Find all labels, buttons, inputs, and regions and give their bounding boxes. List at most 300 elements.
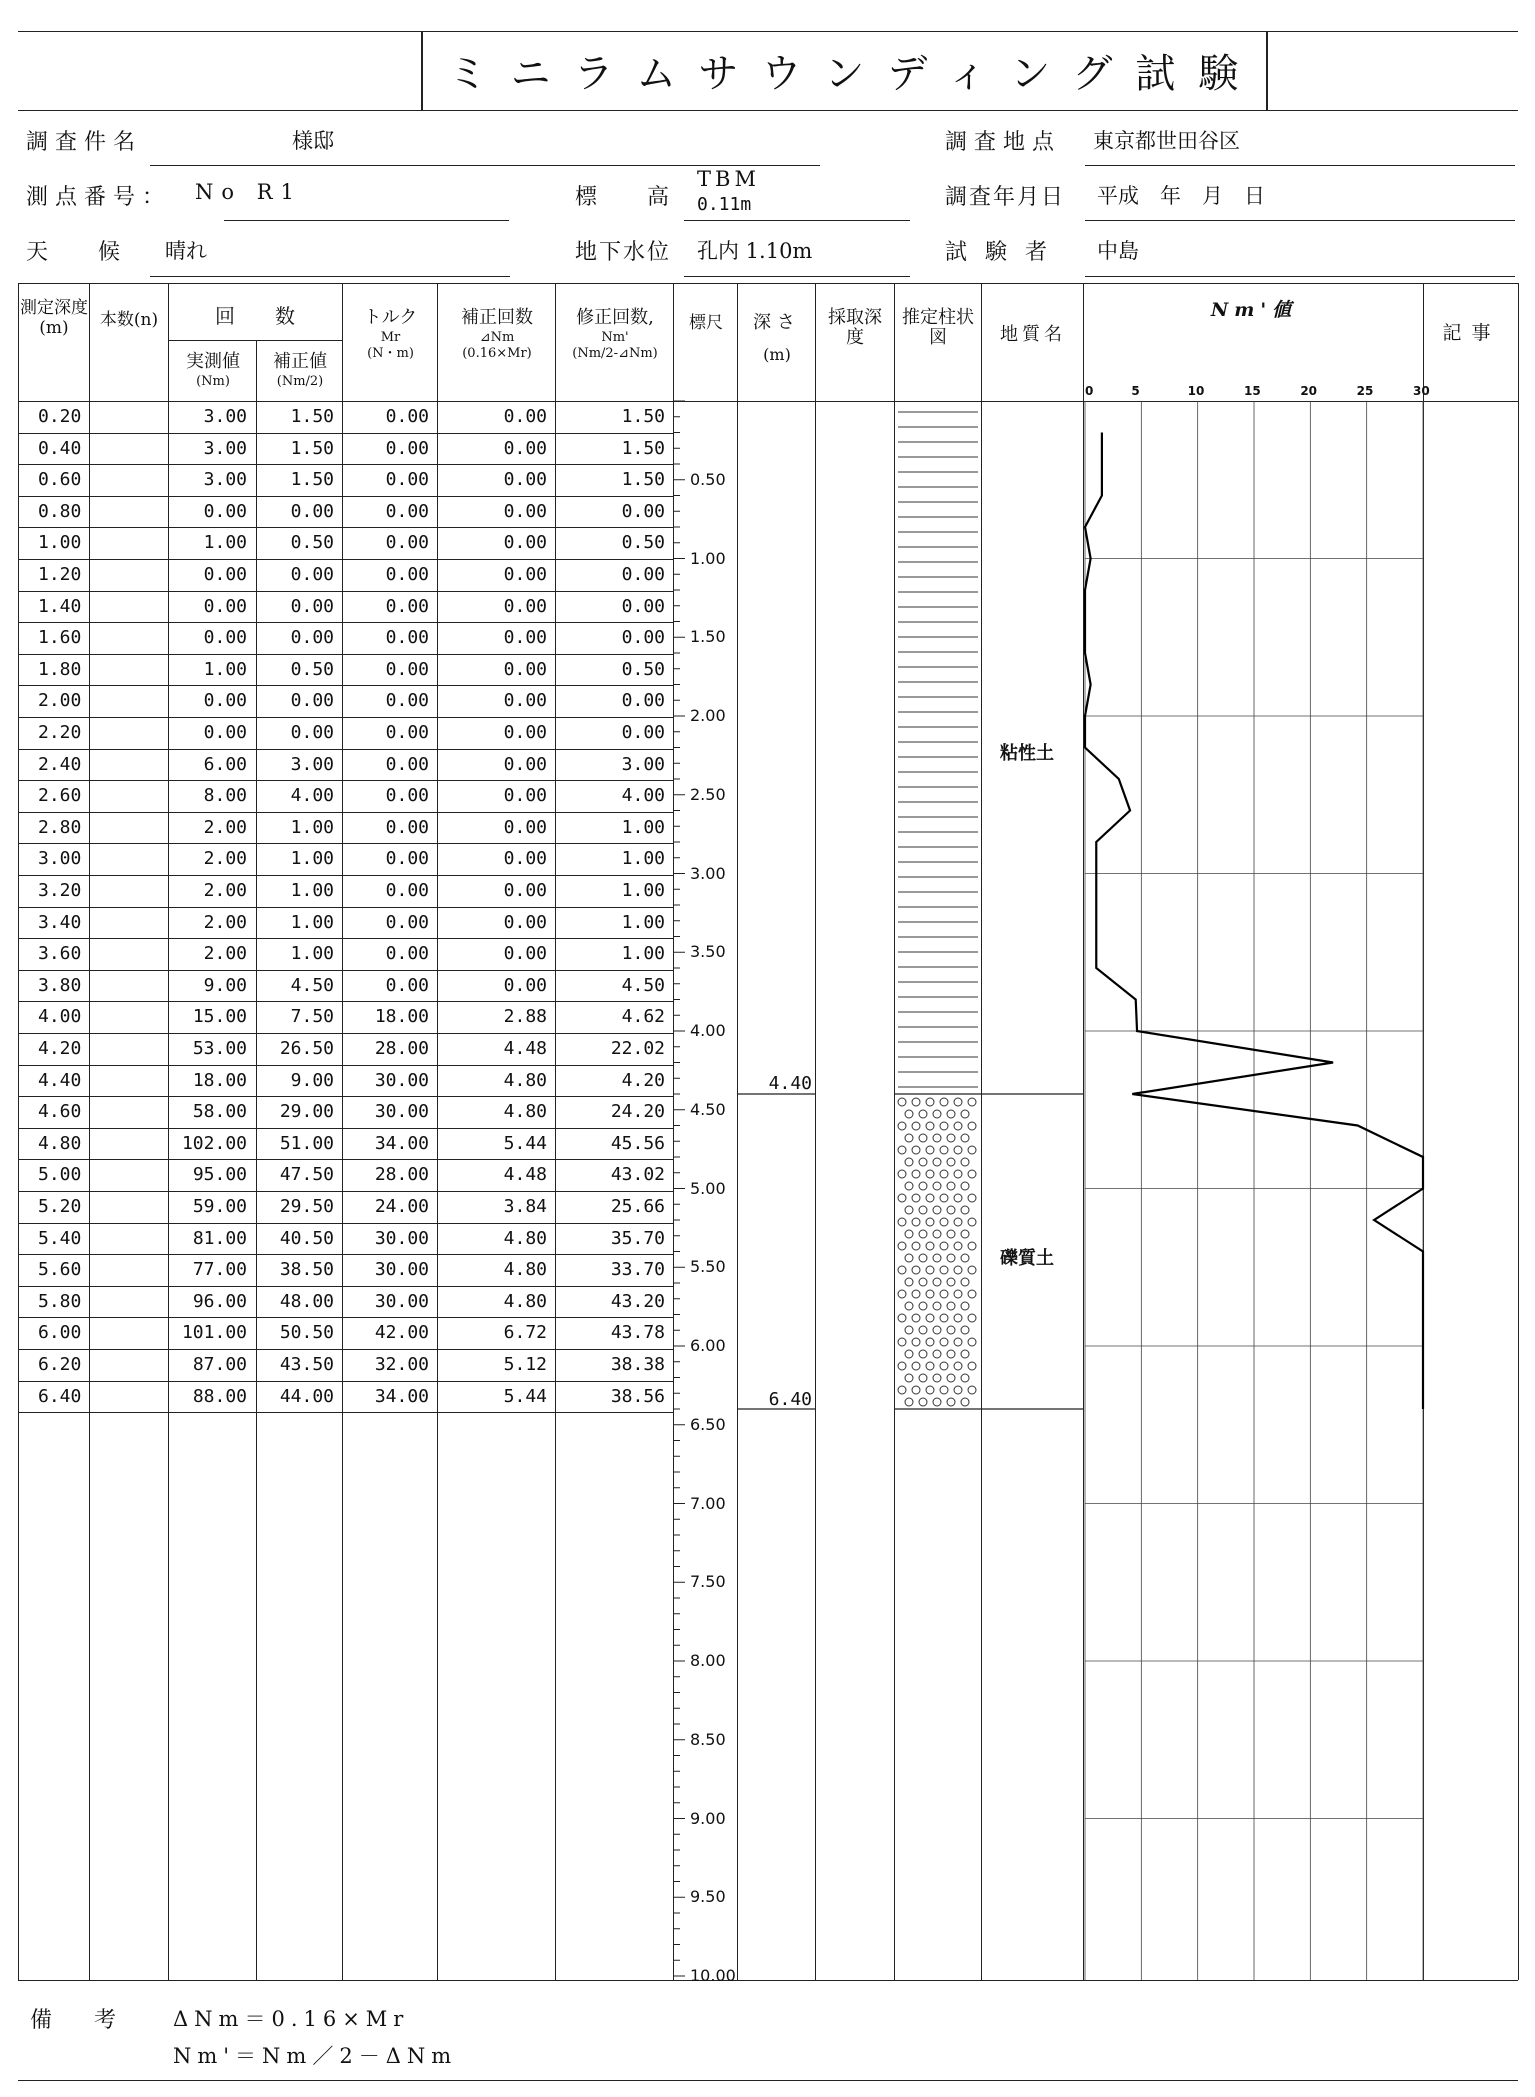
gravel-mark: [905, 1398, 913, 1406]
gravel-mark: [961, 1302, 969, 1310]
cell-measured: 77.00: [192, 1259, 247, 1281]
layer-depth-1: 4.40: [768, 1073, 812, 1094]
gravel-mark: [961, 1158, 969, 1166]
gravel-mark: [940, 1242, 948, 1250]
cell-torque: 0.00: [385, 595, 429, 617]
cell-mod-count: 0.00: [621, 595, 665, 617]
cell-depth: 3.80: [38, 974, 82, 996]
scale-label: 5.50: [690, 1257, 726, 1277]
cell-depth: 5.00: [38, 1164, 82, 1186]
cell-corrected: 1.50: [290, 437, 334, 459]
cell-mod-count: 4.20: [621, 1069, 665, 1091]
scale-label: 8.00: [690, 1651, 726, 1670]
gravel-mark: [968, 1242, 976, 1250]
nm-tick-label: 15: [1244, 384, 1261, 398]
cell-torque: 30.00: [374, 1227, 429, 1249]
gravel-mark: [898, 1386, 906, 1394]
cell-measured: 18.00: [192, 1069, 247, 1091]
cell-corr-count: 4.80: [503, 1259, 547, 1281]
gravel-mark: [919, 1182, 927, 1190]
cell-mod-count: 0.00: [621, 722, 665, 743]
cell-torque: 0.00: [385, 943, 429, 965]
cell-torque: 28.00: [374, 1164, 429, 1186]
cell-torque: 0.00: [385, 627, 429, 649]
cell-measured: 2.00: [203, 880, 247, 901]
gravel-mark: [919, 1158, 927, 1166]
soil-gravel: 礫質土: [1000, 1248, 1054, 1269]
elevation-label: 標 高: [575, 185, 672, 210]
gravel-mark: [898, 1362, 906, 1370]
gravel-mark: [961, 1374, 969, 1382]
scale-label: 6.50: [690, 1414, 726, 1434]
gravel-mark: [912, 1314, 920, 1322]
cell-corr-count: 4.80: [503, 1227, 547, 1249]
header-sample: 採取深度: [828, 307, 882, 348]
gravel-mark: [940, 1290, 948, 1298]
nm-chart-grid: [1085, 401, 1423, 1980]
gravel-mark: [926, 1266, 934, 1274]
cell-depth: 1.80: [38, 658, 82, 680]
gravel-mark: [954, 1362, 962, 1370]
gravel-mark: [947, 1182, 955, 1190]
gravel-mark: [912, 1362, 920, 1370]
cell-corrected: 9.00: [290, 1069, 334, 1091]
cell-measured: 15.00: [192, 1006, 247, 1028]
gravel-mark: [905, 1110, 913, 1118]
gravel-mark: [905, 1206, 913, 1214]
cell-corr-count: 0.00: [503, 753, 547, 775]
scale-label: 6.00: [690, 1336, 726, 1355]
scale-label: 2.50: [690, 784, 726, 804]
gravel-mark: [919, 1398, 927, 1406]
gravel-mark: [954, 1314, 962, 1322]
gravel-mark: [961, 1182, 969, 1190]
cell-mod-count: 43.02: [610, 1164, 665, 1186]
header-mod-count: 修正回数,: [576, 307, 654, 328]
cell-depth: 3.20: [38, 880, 82, 901]
cell-depth: 5.20: [38, 1196, 82, 1217]
cell-measured: 9.00: [203, 974, 247, 996]
cell-mod-count: 4.62: [621, 1006, 665, 1028]
gravel-mark: [912, 1338, 920, 1346]
cell-measured: 2.00: [203, 943, 247, 965]
gravel-mark: [926, 1098, 934, 1106]
gravel-mark: [898, 1290, 906, 1298]
cell-mod-count: 1.50: [621, 406, 665, 427]
header-corr-count-formula: (0.16×Mr): [462, 346, 532, 361]
cell-corr-count: 4.80: [503, 1290, 547, 1312]
cell-torque: 30.00: [374, 1101, 429, 1123]
gravel-mark: [968, 1146, 976, 1154]
gravel-mark: [968, 1098, 976, 1106]
cell-corrected: 26.50: [279, 1038, 334, 1059]
cell-corrected: 48.00: [279, 1290, 334, 1312]
gravel-mark: [905, 1350, 913, 1358]
cell-mod-count: 0.00: [621, 627, 665, 649]
gravel-mark: [912, 1146, 920, 1154]
header-geology: 地質名: [1000, 324, 1066, 345]
cell-corrected: 1.50: [290, 406, 334, 427]
cell-mod-count: 38.38: [610, 1354, 665, 1375]
layer-depth-2: 6.40: [768, 1389, 812, 1410]
cell-corrected: 0.00: [290, 627, 334, 649]
scale-label: 5.00: [690, 1178, 726, 1198]
gravel-mark: [926, 1338, 934, 1346]
cell-corr-count: 4.48: [503, 1164, 547, 1186]
gravel-mark: [940, 1218, 948, 1226]
gravel-mark: [940, 1266, 948, 1274]
scale-label: 8.50: [690, 1729, 726, 1749]
scale-label: 7.00: [690, 1493, 726, 1513]
gravel-mark: [919, 1374, 927, 1382]
gravel-mark: [919, 1278, 927, 1286]
cell-torque: 0.00: [385, 722, 429, 743]
cell-corrected: 40.50: [279, 1227, 334, 1249]
cell-corrected: 0.00: [290, 595, 334, 617]
cell-corrected: 51.00: [279, 1132, 334, 1154]
gravel-mark: [898, 1146, 906, 1154]
gravel-mark: [933, 1350, 941, 1358]
gravel-mark: [961, 1134, 969, 1142]
scale-label: 3.50: [690, 942, 726, 962]
cell-depth: 2.20: [38, 722, 82, 743]
remarks-line-1: ΔNm＝0.16×Mr: [173, 2007, 410, 2031]
cell-mod-count: 45.56: [610, 1132, 665, 1154]
cell-corrected: 1.00: [290, 943, 334, 965]
gravel-mark: [940, 1146, 948, 1154]
cell-measured: 96.00: [192, 1290, 247, 1312]
cell-corr-count: 0.00: [503, 437, 547, 459]
cell-depth: 5.60: [38, 1259, 82, 1281]
gravel-mark: [961, 1350, 969, 1358]
gravel-mark: [919, 1326, 927, 1334]
scale-label: 3.00: [690, 863, 726, 883]
gravel-mark: [961, 1230, 969, 1238]
header-corr-count-sym: ⊿Nm: [479, 330, 515, 345]
cell-measured: 3.00: [203, 406, 247, 427]
cell-mod-count: 0.50: [621, 658, 665, 680]
cell-depth: 6.40: [38, 1385, 82, 1407]
gravel-mark: [905, 1230, 913, 1238]
cell-corrected: 43.50: [279, 1354, 334, 1375]
cell-torque: 28.00: [374, 1038, 429, 1059]
gravel-mark: [947, 1230, 955, 1238]
gravel-mark: [905, 1302, 913, 1310]
cell-torque: 24.00: [374, 1196, 429, 1217]
cell-torque: 0.00: [385, 880, 429, 901]
gravel-mark: [912, 1218, 920, 1226]
gravel-mark: [905, 1158, 913, 1166]
gravel-mark: [898, 1266, 906, 1274]
header-mod-count-sym: Nm': [601, 330, 629, 345]
gravel-mark: [926, 1146, 934, 1154]
cell-torque: 0.00: [385, 911, 429, 933]
gravel-mark: [961, 1326, 969, 1334]
gravel-mark: [940, 1098, 948, 1106]
header-count: 本数(n): [99, 310, 159, 330]
cell-torque: 0.00: [385, 816, 429, 838]
cell-corrected: 1.00: [290, 816, 334, 838]
cell-mod-count: 25.66: [610, 1196, 665, 1217]
cell-corrected: 7.50: [290, 1006, 334, 1028]
cell-torque: 30.00: [374, 1259, 429, 1281]
gravel-mark: [898, 1314, 906, 1322]
cell-mod-count: 3.00: [621, 753, 665, 775]
cell-measured: 3.00: [203, 437, 247, 459]
survey-name-value: 様邸: [292, 129, 334, 153]
tester-value: 中島: [1097, 239, 1139, 263]
gravel-mark: [940, 1386, 948, 1394]
cell-torque: 0.00: [385, 437, 429, 459]
gravel-mark: [912, 1386, 920, 1394]
gravel-mark: [919, 1254, 927, 1262]
cell-corrected: 0.00: [290, 722, 334, 743]
gravel-mark: [933, 1230, 941, 1238]
cell-depth: 4.40: [38, 1069, 82, 1091]
cell-corrected: 1.00: [290, 848, 334, 870]
scale-ticks: [673, 401, 685, 1976]
cell-depth: 4.00: [38, 1006, 82, 1028]
remarks-label: 備 考: [30, 2008, 127, 2033]
nm-tick-label: 20: [1300, 384, 1318, 398]
header-nm-value: Nm'値: [1210, 299, 1298, 321]
cell-corr-count: 0.00: [503, 722, 547, 743]
cell-corrected: 50.50: [279, 1322, 334, 1344]
gravel-mark: [961, 1254, 969, 1262]
gravel-mark: [933, 1134, 941, 1142]
cell-measured: 2.00: [203, 816, 247, 838]
scale-label: 9.50: [690, 1887, 726, 1907]
header-torque-sym: Mr: [380, 330, 401, 345]
cell-torque: 0.00: [385, 785, 429, 807]
cell-corrected: 38.50: [279, 1259, 334, 1281]
cell-mod-count: 1.00: [621, 880, 665, 901]
gravel-mark: [968, 1338, 976, 1346]
elevation-value-1: TBM: [697, 167, 760, 191]
cell-corrected: 3.00: [290, 753, 334, 775]
header-mod-count-formula: (Nm/2-⊿Nm): [572, 346, 658, 361]
cell-depth: 2.60: [38, 785, 82, 807]
gravel-mark: [926, 1122, 934, 1130]
survey-name-label: 調査件名: [26, 130, 143, 155]
cell-measured: 0.00: [203, 500, 247, 522]
cell-corrected: 0.50: [290, 658, 334, 680]
cell-depth: 3.60: [38, 943, 82, 965]
cell-corrected: 29.50: [279, 1196, 334, 1217]
cell-measured: 1.00: [203, 532, 247, 554]
scale-label: 10.00: [690, 1966, 736, 1985]
groundwater-value: 孔内 1.10m: [697, 239, 813, 263]
point-label: 測点番号：: [26, 185, 172, 210]
gravel-mark: [940, 1194, 948, 1202]
gravel-mark: [940, 1314, 948, 1322]
weather-value: 晴れ: [165, 239, 207, 263]
location-label: 調査地点: [945, 130, 1062, 155]
cell-depth: 6.20: [38, 1354, 82, 1375]
gravel-mark: [940, 1362, 948, 1370]
cell-measured: 53.00: [192, 1038, 247, 1059]
cell-mod-count: 4.50: [621, 974, 665, 996]
cell-torque: 0.00: [385, 469, 429, 491]
cell-mod-count: 1.50: [621, 469, 665, 491]
cell-torque: 18.00: [374, 1006, 429, 1028]
cell-corr-count: 6.72: [503, 1322, 547, 1344]
gravel-mark: [961, 1278, 969, 1286]
gravel-mark: [926, 1290, 934, 1298]
cell-torque: 0.00: [385, 532, 429, 554]
gravel-mark: [947, 1374, 955, 1382]
cell-depth: 1.00: [38, 532, 82, 554]
cell-mod-count: 24.20: [610, 1101, 665, 1123]
header-column: 推定柱状図: [902, 307, 974, 348]
gravel-mark: [926, 1386, 934, 1394]
cell-corrected: 29.00: [279, 1101, 334, 1123]
cell-corr-count: 5.44: [503, 1385, 547, 1407]
cell-measured: 87.00: [192, 1354, 247, 1375]
header-torque: トルク: [363, 307, 418, 328]
gravel-mark: [947, 1254, 955, 1262]
gravel-mark: [968, 1362, 976, 1370]
gravel-mark: [961, 1110, 969, 1118]
scale-label: 0.50: [690, 469, 726, 489]
cell-measured: 3.00: [203, 469, 247, 491]
cell-corr-count: 0.00: [503, 469, 547, 491]
cell-corr-count: 5.12: [503, 1354, 547, 1375]
cell-corr-count: 0.00: [503, 595, 547, 617]
cell-corr-count: 0.00: [503, 974, 547, 996]
cell-corr-count: 4.80: [503, 1069, 547, 1091]
cell-mod-count: 0.50: [621, 532, 665, 554]
gravel-mark: [912, 1122, 920, 1130]
gravel-mark: [919, 1230, 927, 1238]
cell-torque: 30.00: [374, 1290, 429, 1312]
gravel-mark: [947, 1278, 955, 1286]
header-blows: 回 数: [215, 304, 295, 328]
gravel-mark: [940, 1122, 948, 1130]
cell-measured: 0.00: [203, 627, 247, 649]
cell-corr-count: 0.00: [503, 785, 547, 807]
cell-torque: 42.00: [374, 1322, 429, 1344]
gravel-mark: [954, 1218, 962, 1226]
cell-mod-count: 38.56: [610, 1385, 665, 1407]
header-torque-unit: (N・m): [367, 346, 414, 361]
gravel-mark: [919, 1302, 927, 1310]
remarks-line-2: Nm'＝Nm／2－ΔNm: [173, 2044, 458, 2068]
cell-corr-count: 0.00: [503, 880, 547, 901]
gravel-mark: [968, 1386, 976, 1394]
gravel-mark: [947, 1302, 955, 1310]
cell-torque: 0.00: [385, 753, 429, 775]
cell-measured: 58.00: [192, 1101, 247, 1123]
gravel-mark: [926, 1242, 934, 1250]
cell-measured: 81.00: [192, 1227, 247, 1249]
gravel-mark: [905, 1254, 913, 1262]
cell-mod-count: 1.50: [621, 437, 665, 459]
cell-mod-count: 1.00: [621, 848, 665, 870]
gravel-mark: [933, 1278, 941, 1286]
cell-depth: 4.20: [38, 1038, 82, 1059]
cell-corr-count: 4.48: [503, 1038, 547, 1059]
cell-measured: 1.00: [203, 658, 247, 680]
gravel-mark: [898, 1170, 906, 1178]
cell-depth: 1.60: [38, 627, 82, 649]
cell-depth: 0.60: [38, 469, 82, 491]
gravel-mark: [933, 1206, 941, 1214]
page-title: ミニラムサウンディング試験: [447, 51, 1262, 97]
gravel-mark: [933, 1158, 941, 1166]
gravel-mark: [954, 1386, 962, 1394]
cell-corr-count: 0.00: [503, 500, 547, 522]
gravel-mark: [905, 1182, 913, 1190]
weather-label: 天 候: [26, 240, 123, 265]
cell-corr-count: 0.00: [503, 627, 547, 649]
gravel-mark: [926, 1170, 934, 1178]
gravel-mark: [961, 1398, 969, 1406]
gravel-mark: [933, 1326, 941, 1334]
cell-depth: 5.80: [38, 1290, 82, 1312]
cell-depth: 1.20: [38, 564, 82, 585]
cell-corrected: 1.50: [290, 469, 334, 491]
cell-corr-count: 0.00: [503, 848, 547, 870]
gravel-mark: [898, 1338, 906, 1346]
cell-corr-count: 0.00: [503, 943, 547, 965]
gravel-mark: [940, 1170, 948, 1178]
cell-mod-count: 33.70: [610, 1259, 665, 1281]
groundwater-label: 地下水位: [575, 240, 672, 265]
nm-tick-label: 10: [1187, 384, 1205, 398]
cell-corrected: 44.00: [279, 1385, 334, 1407]
gravel-mark: [954, 1242, 962, 1250]
scale-label: 2.00: [690, 706, 726, 725]
cell-depth: 4.60: [38, 1101, 82, 1123]
gravel-mark: [954, 1194, 962, 1202]
gravel-mark: [954, 1290, 962, 1298]
cell-corr-count: 0.00: [503, 564, 547, 585]
gravel-mark: [968, 1122, 976, 1130]
scale-label: 4.50: [690, 1099, 726, 1119]
cell-depth: 2.80: [38, 816, 82, 838]
scale-label: 1.50: [690, 627, 726, 647]
gravel-mark: [954, 1170, 962, 1178]
gravel-mark: [968, 1266, 976, 1274]
cell-torque: 0.00: [385, 974, 429, 996]
gravel-mark: [947, 1206, 955, 1214]
cell-depth: 3.00: [38, 848, 82, 870]
cell-depth: 0.40: [38, 437, 82, 459]
cell-torque: 0.00: [385, 406, 429, 427]
gravel-mark: [898, 1194, 906, 1202]
cell-torque: 0.00: [385, 848, 429, 870]
cell-depth: 3.40: [38, 911, 82, 933]
gravel-mark: [919, 1110, 927, 1118]
cell-depth: 6.00: [38, 1322, 82, 1344]
gravel-mark: [898, 1218, 906, 1226]
cell-mod-count: 4.00: [621, 785, 665, 807]
gravel-mark: [968, 1194, 976, 1202]
gravel-mark: [954, 1122, 962, 1130]
tester-label: 試験者: [945, 240, 1066, 265]
cell-depth: 2.40: [38, 753, 82, 775]
gravel-mark: [947, 1350, 955, 1358]
location-value: 東京都世田谷区: [1093, 129, 1240, 153]
cell-measured: 2.00: [203, 911, 247, 933]
cell-mod-count: 1.00: [621, 943, 665, 965]
gravel-mark: [968, 1170, 976, 1178]
header-corrected-unit: (Nm/2): [276, 374, 324, 389]
cell-mod-count: 35.70: [610, 1227, 665, 1249]
cell-corr-count: 5.44: [503, 1132, 547, 1154]
cell-mod-count: 1.00: [621, 816, 665, 838]
